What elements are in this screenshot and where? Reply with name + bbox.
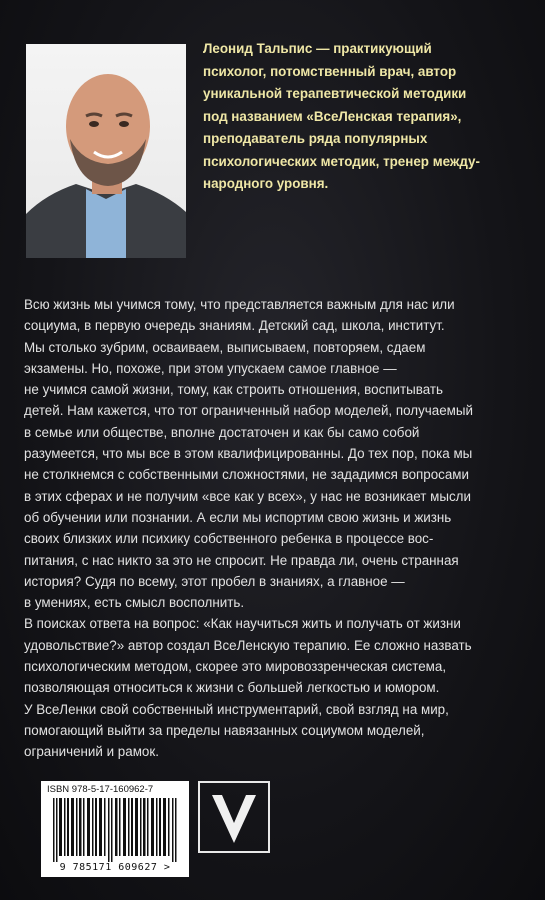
- barcode-digits: 9 785171 609627 >: [59, 862, 171, 873]
- barcode-icon: [45, 798, 185, 862]
- author-portrait-image: [26, 44, 186, 258]
- book-description: [24, 294, 529, 763]
- v-logo-icon: [198, 781, 270, 853]
- description-paragraph: У ВсеЛенки свой собственный инструментарий, свой взгляд на мир, помогающий выйти за пределы навязанных социумом моделей, ограничений и рамок.: [24, 701, 449, 760]
- description-paragraph: Всю жизнь мы учимся тому, что представляется важным для нас или социума, в первую очередь знаниям. Детский сад, школа, институт. Мы столько зубрим, осваиваем, выписываем, повторяем, сдаем экзамены. Но, похоже, при этом упускаем самое главное — не учимся самой жизни, тому, как строить отношения, воспитывать детей. Нам кажется, что тот ограниченный набор моделей, получаемый в семье или обществе, вполне достаточен и как бы само собой разумеется, что мы все в этом квалифицированны. До тех пор, пока мы не столкнемся с собственными сложностями, не зададимся вопросами в этих сферах и не получим «все как у всех», у нас не возникает мысли об обучении или познании. А если мы испортим свою жизнь и жизнь своих близких или психику собственного ребенка в процессе вос- питания, с нас никто за это не спросит. Не правда ли, очень странная история? Судя по всему, этот пробел в знаниях, а главное — в умениях, есть смысл восполнить.: [24, 297, 473, 611]
- description-paragraph: В поисках ответа на вопрос: «Как научиться жить и получать от жизни удовольствие?» автор создал ВсеЛенскую терапию. Ее сложно назвать психологическим методом, скорее это мировоззренческая система, позволяющая относиться к жизни с большей легкостью и юмором.: [24, 616, 472, 696]
- isbn-barcode-block: [41, 781, 189, 877]
- isbn-label: ISBN 978-5-17-160962-7: [47, 784, 154, 795]
- author-photo: [26, 44, 186, 258]
- author-bio: Леонид Тальпис — практикующий психолог, потомственный врач, автор уникальной терапевтической методики под названием «ВсеЛенская терапия», преподаватель ряда популярных психологических методик, тренер между- народного уровня.: [203, 41, 480, 191]
